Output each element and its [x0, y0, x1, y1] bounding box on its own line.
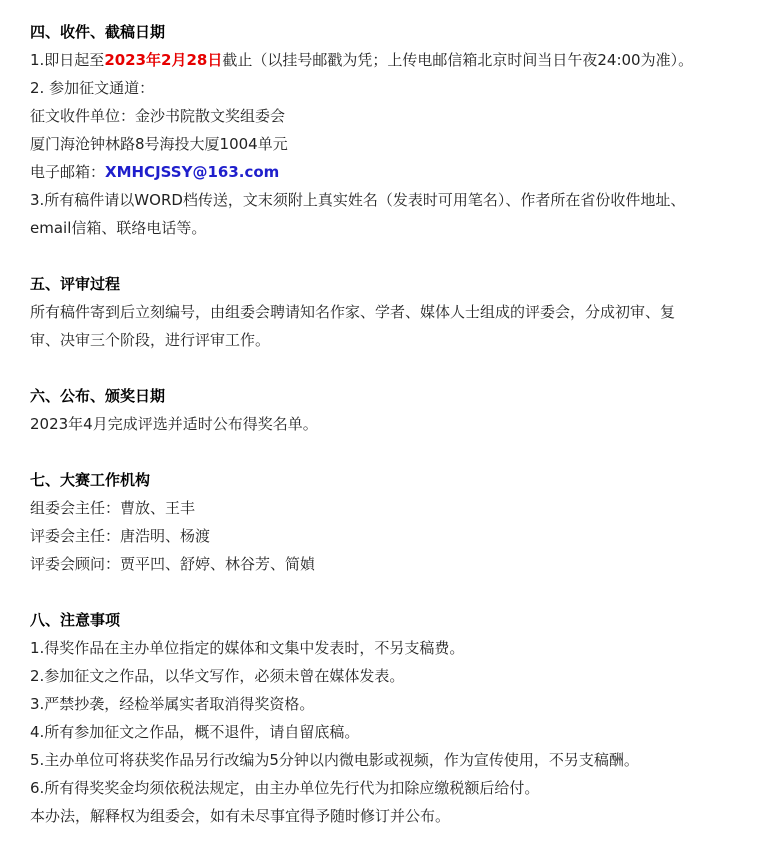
email-line	[30, 158, 770, 186]
section-5-line-2: 审、决审三个阶段，进行评审工作。	[30, 331, 271, 349]
email-value: XMHCJSSY@163.com	[105, 163, 280, 181]
notice-item: 4.所有参加征文之作品，概不退件，请自留底稿。	[30, 723, 360, 741]
deadline-date: 2023年2月28日	[104, 51, 223, 69]
section-4-item-1	[30, 46, 770, 74]
section-4-heading: 四、收件、截稿日期	[30, 23, 166, 41]
email-label: 电子邮箱：	[30, 163, 106, 181]
section-6-heading: 六、公布、颁奖日期	[30, 387, 166, 405]
notice-item: 5.主办单位可将获奖作品另行改编为5分钟以内微电影或视频，作为宣传使用，不另支稿酬。	[30, 751, 639, 769]
section-4-item-3-line-1: 3.所有稿件请以WORD档传送，文末须附上真实姓名（发表时可用笔名）、作者所在省份收件地址、	[30, 191, 686, 209]
submission-unit: 征文收件单位：金沙书院散文奖组委会	[30, 107, 286, 125]
section-5-heading: 五、评审过程	[30, 275, 121, 293]
item-1-suffix: 截止（以挂号邮戳为凭；上传电邮信箱北京时间当日午夜24:00为准）。	[222, 51, 694, 69]
section-5-line-1: 所有稿件寄到后立刻编号，由组委会聘请知名作家、学者、媒体人士组成的评委会，分成初审、复	[30, 303, 676, 321]
section-gap	[30, 354, 770, 382]
section-7-heading: 七、大赛工作机构	[30, 471, 151, 489]
jury-advisors: 评委会顾问：贾平凹、舒婷、林谷芳、简媜	[30, 555, 316, 573]
jury-chair: 评委会主任：唐浩明、杨渡	[30, 527, 211, 545]
submission-address: 厦门海沧钟林路8号海投大厦1004单元	[30, 135, 288, 153]
section-4-item-2: 2. 参加征文通道：	[30, 79, 155, 97]
notice-item: 1.得奖作品在主办单位指定的媒体和文集中发表时，不另支稿费。	[30, 639, 465, 657]
section-4-item-3-line-2: email信箱、联络电话等。	[30, 219, 207, 237]
document-body	[30, 18, 770, 830]
notice-item: 3.严禁抄袭，经检举属实者取消得奖资格。	[30, 695, 315, 713]
section-8-heading: 八、注意事项	[30, 611, 121, 629]
section-6-line-1: 2023年4月完成评选并适时公布得奖名单。	[30, 415, 318, 433]
section-gap	[30, 242, 770, 270]
section-gap	[30, 438, 770, 466]
item-1-prefix: 1.即日起至	[30, 51, 105, 69]
organizing-committee-chair: 组委会主任：曹放、王丰	[30, 499, 196, 517]
section-gap	[30, 578, 770, 606]
notice-item: 2.参加征文之作品，以华文写作，必须未曾在媒体发表。	[30, 667, 405, 685]
notice-item: 6.所有得奖奖金均须依税法规定，由主办单位先行代为扣除应缴税额后给付。	[30, 779, 540, 797]
closing-statement: 本办法，解释权为组委会，如有未尽事宜得予随时修订并公布。	[30, 807, 451, 825]
